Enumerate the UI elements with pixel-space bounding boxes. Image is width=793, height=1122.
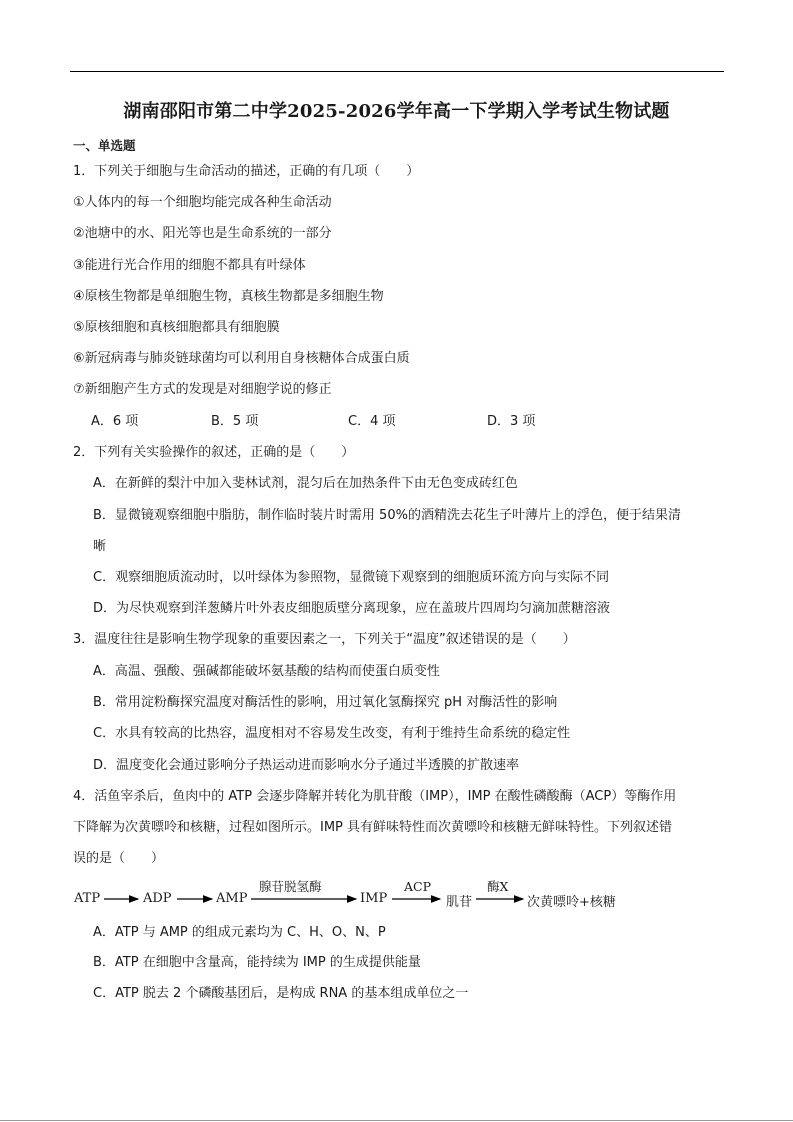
q1-option-d: D．3 项 — [487, 414, 536, 429]
header-rule — [70, 71, 724, 72]
enzyme-label-adenosine-deaminase: 腺苷脱氢酶 — [259, 879, 322, 894]
q1-item: ⑤原核细胞和真核细胞都具有细胞膜 — [73, 320, 280, 335]
q1-stem: 1．下列关于细胞与生命活动的描述，正确的有几项（ ） — [73, 164, 420, 179]
q1-item: ①人体内的每一个细胞均能完成各种生命活动 — [73, 195, 332, 210]
enzyme-label-acp: ACP — [404, 879, 432, 894]
atp-degradation-diagram — [70, 874, 650, 914]
q1-item: ③能进行光合作用的细胞不都具有叶绿体 — [73, 258, 306, 273]
q4-stem-cont: 误的是（ ） — [73, 851, 165, 866]
node-atp: ATP — [74, 891, 101, 906]
page-bottom-edge — [0, 1120, 793, 1121]
node-products: 次黄嘌呤+核糖 — [527, 895, 616, 910]
q3-option-d: D．温度变化会通过影响分子热运动进而影响水分子通过半透膜的扩散速率 — [93, 758, 520, 773]
q1-option-b: B．5 项 — [211, 414, 259, 429]
q3-stem: 3．温度往往是影响生物学现象的重要因素之一，下列关于“温度”叙述错误的是（ ） — [73, 632, 576, 647]
q4-option-c: C．ATP 脱去 2 个磷酸基团后，是构成 RNA 的基本组成单位之一 — [93, 986, 469, 1001]
q1-item: ⑦新细胞产生方式的发现是对细胞学说的修正 — [73, 382, 332, 397]
q1-option-c: C．4 项 — [348, 414, 396, 429]
q2-option-b: B．显微镜观察细胞中脂肪，制作临时装片时需用 50%的酒精洗去花生子叶薄片上的浮色，便于结果清 — [93, 508, 681, 523]
q2-option-d: D．为尽快观察到洋葱鳞片叶外表皮细胞质壁分离现象，应在盖玻片四周均匀滴加蔗糖溶液 — [93, 601, 611, 616]
q3-option-a: A．高温、强酸、强碱都能破坏氨基酸的结构而使蛋白质变性 — [93, 664, 440, 679]
q4-option-a: A．ATP 与 AMP 的组成元素均为 C、H、O、N、P — [93, 925, 386, 940]
q1-item: ④原核生物都是单细胞生物，真核生物都是多细胞生物 — [73, 289, 384, 304]
node-imp: IMP — [360, 891, 388, 906]
q4-stem-cont: 下降解为次黄嘌呤和核糖，过程如图所示。IMP 具有鲜味特性而次黄嘌呤和核糖无鲜味特性。下列叙述错 — [73, 820, 673, 835]
q1-option-a: A．6 项 — [91, 414, 139, 429]
q2-stem: 2．下列有关实验操作的叙述，正确的是（ ） — [73, 445, 355, 460]
q4-stem: 4．活鱼宰杀后，鱼肉中的 ATP 会逐步降解并转化为肌苷酸（IMP），IMP 在酸性磷酸酶（ACP）等酶作用 — [73, 789, 677, 804]
q2-option-a: A．在新鲜的梨汁中加入斐林试剂，混匀后在加热条件下由无色变成砖红色 — [93, 476, 518, 491]
q2-option-c: C．观察细胞质流动时，以叶绿体为参照物，显微镜下观察到的细胞质环流方向与实际不同 — [93, 570, 610, 585]
q3-option-c: C．水具有较高的比热容，温度相对不容易发生改变，有利于维持生命系统的稳定性 — [93, 726, 571, 741]
page-title: 湖南邵阳市第二中学2025-2026学年高一下学期入学考试生物试题 — [123, 101, 670, 122]
node-adp: ADP — [143, 891, 172, 906]
q4-option-b: B．ATP 在细胞中含量高，能持续为 IMP 的生成提供能量 — [93, 955, 421, 970]
node-inosine: 肌苷 — [446, 895, 473, 910]
node-amp: AMP — [216, 891, 248, 906]
enzyme-label-x: 酶X — [487, 879, 509, 894]
q2-option-b-cont: 晰 — [93, 539, 107, 554]
section-heading: 一、单选题 — [73, 138, 136, 153]
q1-item: ⑥新冠病毒与肺炎链球菌均可以利用自身核糖体合成蛋白质 — [73, 351, 410, 366]
q3-option-b: B．常用淀粉酶探究温度对酶活性的影响，用过氧化氢酶探究 pH 对酶活性的影响 — [93, 695, 558, 710]
q1-item: ②池塘中的水、阳光等也是生命系统的一部分 — [73, 226, 332, 241]
